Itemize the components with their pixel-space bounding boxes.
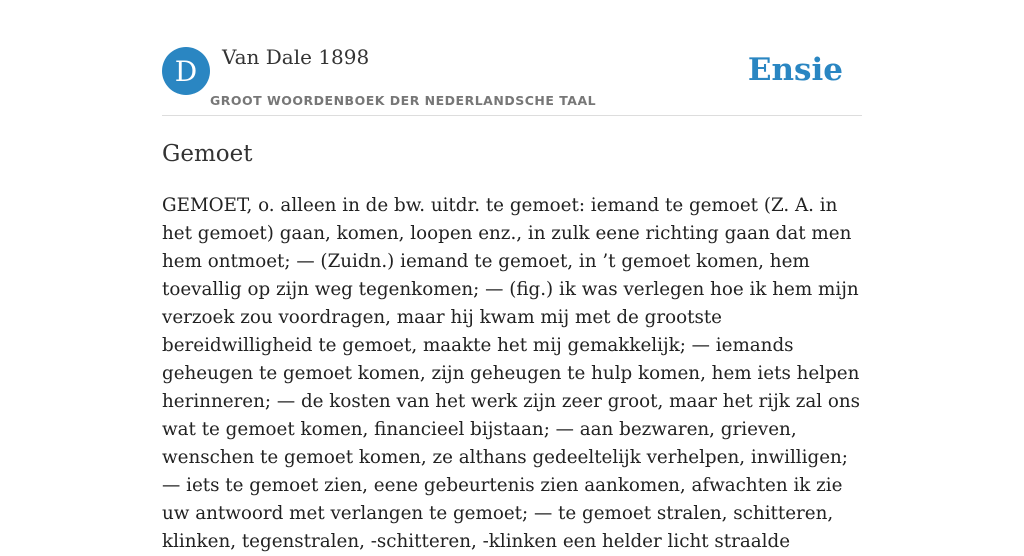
dictionary-logo-avatar[interactable]: D: [162, 47, 210, 95]
dictionary-name[interactable]: Van Dale 1898: [222, 45, 370, 69]
entry-headword: Gemoet: [162, 141, 253, 167]
entry-definition-text: GEMOET, o. alleen in de bw. uitdr. te gemoet: iemand te gemoet (Z. A. in het gemoet) gaan, komen, loopen enz., in zulk eene richting gaan dat men hem ontmoet; — (Zuidn.) iemand te gemoet, in ’t gemoet komen, hem toevallig op zijn weg tegenkomen; — (fig.) ik was verlegen hoe ik hem mijn verzoek zou voordragen, maar hij kwam mij met de grootste bereidwilligheid te gemoet, maakte het mij gemakkelijk; — iemands geheugen te gemoet komen, zijn geheugen te hulp komen, hem iets helpen herinneren; — de kosten van het werk zijn zeer groot, maar het rijk zal ons wat te gemoet komen, financieel bijstaan; — aan bezwaren, grieven, wenschen te gemoet komen, ze althans gedeeltelijk verhelpen, inwilligen; — iets te gemoet zien, eene gebeurtenis zien aankomen, afwachten ik zie uw antwoord met verlangen te gemoet; — te gemoet stralen, schitteren, klinken, tegenstralen, -schitteren, -klinken een helder licht straalde: [162, 195, 861, 552]
ensie-brand-logo[interactable]: Ensie: [747, 52, 843, 88]
header-divider: [162, 115, 862, 116]
dictionary-subtitle: GROOT WOORDENBOEK DER NEDERLANDSCHE TAAL: [210, 93, 597, 108]
